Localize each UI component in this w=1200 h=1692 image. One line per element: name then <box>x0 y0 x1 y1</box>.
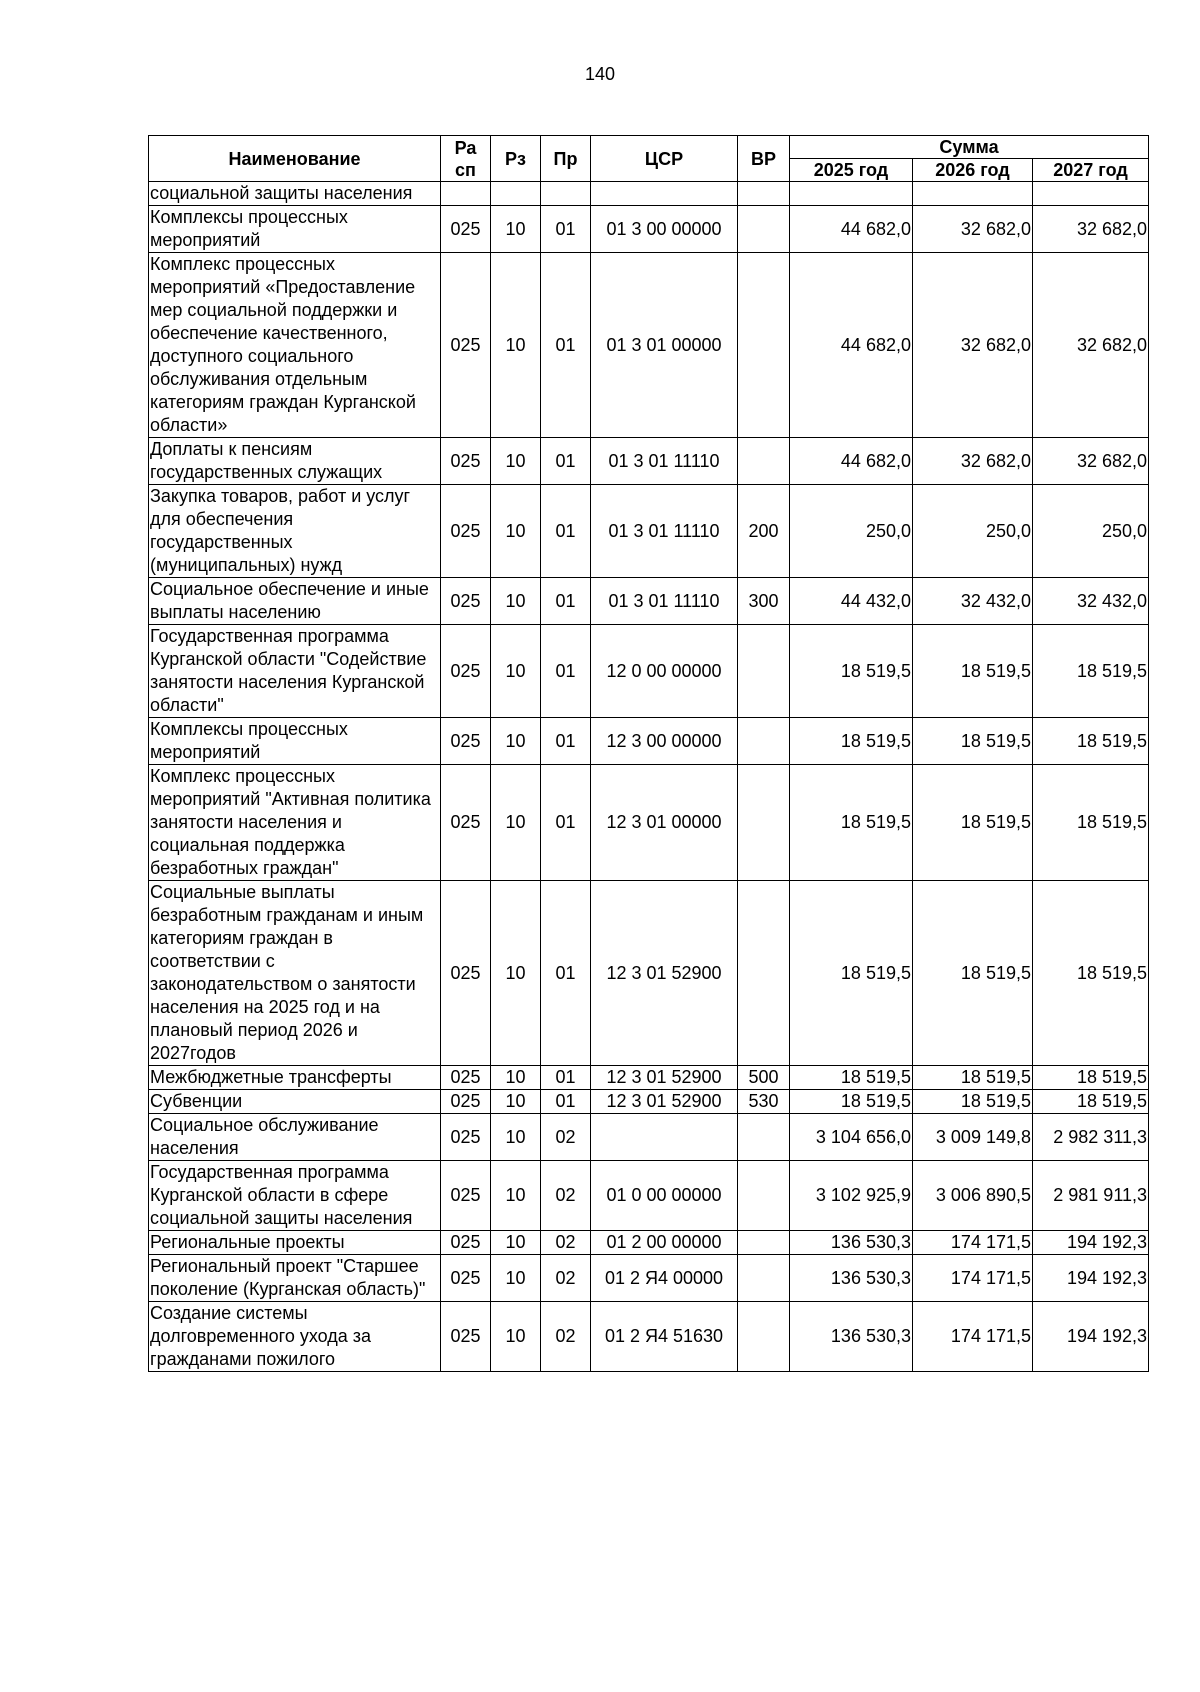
cell-2025: 18 519,5 <box>790 625 913 718</box>
table-row <box>149 625 1149 718</box>
cell-rasp: 025 <box>441 1161 491 1231</box>
cell-vr: 200 <box>738 485 790 578</box>
table-row <box>149 1161 1149 1231</box>
cell-rz: 10 <box>491 625 541 718</box>
cell-rz: 10 <box>491 485 541 578</box>
cell-pr: 01 <box>541 438 591 485</box>
cell-2025: 250,0 <box>790 485 913 578</box>
cell-name: Региональные проекты <box>149 1231 441 1255</box>
cell-name: Социальное обслуживание населения <box>149 1114 441 1161</box>
cell-2027 <box>1033 182 1149 206</box>
table-row <box>149 1302 1149 1372</box>
cell-2026: 174 171,5 <box>913 1231 1033 1255</box>
cell-2025: 18 519,5 <box>790 765 913 881</box>
cell-name: Комплекс процессных мероприятий "Активная политика занятости населения и социальная поддержка безработных граждан" <box>149 765 441 881</box>
cell-vr <box>738 718 790 765</box>
cell-2025: 18 519,5 <box>790 1090 913 1114</box>
cell-name: Комплексы процессных мероприятий <box>149 206 441 253</box>
table-row <box>149 1066 1149 1090</box>
cell-name: Создание системы долговременного ухода за гражданами пожилого <box>149 1302 441 1372</box>
cell-vr <box>738 1302 790 1372</box>
header-name: Наименование <box>149 136 441 182</box>
cell-2027: 18 519,5 <box>1033 625 1149 718</box>
cell-vr: 300 <box>738 578 790 625</box>
cell-rz: 10 <box>491 1161 541 1231</box>
cell-rasp: 025 <box>441 625 491 718</box>
table-row <box>149 1255 1149 1302</box>
cell-name: Закупка товаров, работ и услуг для обеспечения государственных (муниципальных) нужд <box>149 485 441 578</box>
cell-rasp: 025 <box>441 253 491 438</box>
cell-csr: 12 3 01 52900 <box>591 1090 738 1114</box>
cell-2026: 32 432,0 <box>913 578 1033 625</box>
cell-rasp: 025 <box>441 485 491 578</box>
cell-2027: 18 519,5 <box>1033 718 1149 765</box>
cell-name: социальной защиты населения <box>149 182 441 206</box>
cell-rasp: 025 <box>441 1090 491 1114</box>
cell-csr <box>591 182 738 206</box>
cell-rz: 10 <box>491 206 541 253</box>
cell-2025: 3 102 925,9 <box>790 1161 913 1231</box>
header-csr: ЦСР <box>591 136 738 182</box>
cell-2027: 194 192,3 <box>1033 1302 1149 1372</box>
cell-2026 <box>913 182 1033 206</box>
cell-vr <box>738 182 790 206</box>
cell-csr: 01 3 00 00000 <box>591 206 738 253</box>
cell-2026: 18 519,5 <box>913 625 1033 718</box>
table-row <box>149 765 1149 881</box>
cell-csr <box>591 1114 738 1161</box>
cell-rz: 10 <box>491 1231 541 1255</box>
cell-vr <box>738 1114 790 1161</box>
cell-2025: 44 432,0 <box>790 578 913 625</box>
cell-pr: 02 <box>541 1255 591 1302</box>
page-number: 140 <box>584 64 616 84</box>
table-row <box>149 718 1149 765</box>
cell-2027: 18 519,5 <box>1033 881 1149 1066</box>
cell-vr: 500 <box>738 1066 790 1090</box>
cell-name: Комплекс процессных мероприятий «Предоставление мер социальной поддержки и обеспечение качественного, доступного социального обслуживания отдельным категориям граждан Курганской области» <box>149 253 441 438</box>
cell-pr: 02 <box>541 1161 591 1231</box>
cell-pr: 01 <box>541 718 591 765</box>
cell-rasp: 025 <box>441 1066 491 1090</box>
table-row <box>149 578 1149 625</box>
cell-2027: 18 519,5 <box>1033 765 1149 881</box>
cell-pr: 02 <box>541 1114 591 1161</box>
table-row <box>149 1114 1149 1161</box>
cell-2027: 2 982 311,3 <box>1033 1114 1149 1161</box>
cell-vr <box>738 253 790 438</box>
cell-rz: 10 <box>491 438 541 485</box>
header-rz: Рз <box>491 136 541 182</box>
cell-2025: 136 530,3 <box>790 1231 913 1255</box>
table-header <box>149 136 1149 182</box>
cell-rz: 10 <box>491 1302 541 1372</box>
cell-2027: 2 981 911,3 <box>1033 1161 1149 1231</box>
cell-csr: 12 3 01 52900 <box>591 881 738 1066</box>
cell-rz: 10 <box>491 718 541 765</box>
cell-rz: 10 <box>491 1090 541 1114</box>
cell-csr: 01 2 00 00000 <box>591 1231 738 1255</box>
cell-csr: 01 2 Я4 00000 <box>591 1255 738 1302</box>
cell-2026: 32 682,0 <box>913 206 1033 253</box>
cell-pr: 02 <box>541 1302 591 1372</box>
cell-rasp: 025 <box>441 206 491 253</box>
cell-2026: 18 519,5 <box>913 881 1033 1066</box>
cell-2026: 18 519,5 <box>913 765 1033 881</box>
cell-rasp: 025 <box>441 578 491 625</box>
cell-2025: 44 682,0 <box>790 253 913 438</box>
cell-2025: 44 682,0 <box>790 206 913 253</box>
table-body <box>149 182 1149 1372</box>
header-vr: ВР <box>738 136 790 182</box>
cell-csr: 01 3 01 11110 <box>591 485 738 578</box>
cell-vr <box>738 438 790 485</box>
cell-2026: 174 171,5 <box>913 1255 1033 1302</box>
cell-2025: 136 530,3 <box>790 1255 913 1302</box>
cell-2025: 18 519,5 <box>790 1066 913 1090</box>
cell-2025: 18 519,5 <box>790 718 913 765</box>
cell-pr: 01 <box>541 485 591 578</box>
cell-2027: 32 682,0 <box>1033 206 1149 253</box>
cell-rasp: 025 <box>441 765 491 881</box>
cell-2027: 18 519,5 <box>1033 1090 1149 1114</box>
header-rasp: Ра сп <box>441 136 491 182</box>
cell-2026: 18 519,5 <box>913 1090 1033 1114</box>
cell-csr: 01 0 00 00000 <box>591 1161 738 1231</box>
cell-pr: 01 <box>541 253 591 438</box>
table-row <box>149 485 1149 578</box>
cell-pr: 02 <box>541 1231 591 1255</box>
cell-2025: 3 104 656,0 <box>790 1114 913 1161</box>
cell-rasp: 025 <box>441 1255 491 1302</box>
cell-name: Межбюджетные трансферты <box>149 1066 441 1090</box>
cell-pr: 01 <box>541 206 591 253</box>
cell-pr: 01 <box>541 1090 591 1114</box>
cell-2027: 32 682,0 <box>1033 253 1149 438</box>
cell-pr: 01 <box>541 578 591 625</box>
cell-rz: 10 <box>491 1114 541 1161</box>
cell-csr: 12 3 00 00000 <box>591 718 738 765</box>
cell-2025 <box>790 182 913 206</box>
cell-name: Региональный проект "Старшее поколение (Курганская область)" <box>149 1255 441 1302</box>
cell-vr <box>738 1255 790 1302</box>
cell-pr: 01 <box>541 625 591 718</box>
cell-rasp: 025 <box>441 1302 491 1372</box>
cell-name: Государственная программа Курганской области в сфере социальной защиты населения <box>149 1161 441 1231</box>
cell-2026: 18 519,5 <box>913 718 1033 765</box>
cell-name: Государственная программа Курганской области "Содействие занятости населения Курганской области" <box>149 625 441 718</box>
cell-name: Субвенции <box>149 1090 441 1114</box>
cell-csr: 12 3 01 52900 <box>591 1066 738 1090</box>
cell-pr: 01 <box>541 881 591 1066</box>
table-row <box>149 253 1149 438</box>
cell-2025: 44 682,0 <box>790 438 913 485</box>
table-row <box>149 182 1149 206</box>
header-pr: Пр <box>541 136 591 182</box>
table-row <box>149 438 1149 485</box>
cell-rasp: 025 <box>441 718 491 765</box>
table-row <box>149 881 1149 1066</box>
cell-rasp: 025 <box>441 881 491 1066</box>
cell-rz: 10 <box>491 1066 541 1090</box>
cell-csr: 12 0 00 00000 <box>591 625 738 718</box>
cell-csr: 12 3 01 00000 <box>591 765 738 881</box>
cell-2026: 3 009 149,8 <box>913 1114 1033 1161</box>
cell-rasp <box>441 182 491 206</box>
table-row <box>149 1090 1149 1114</box>
cell-2027: 32 432,0 <box>1033 578 1149 625</box>
cell-name: Доплаты к пенсиям государственных служащих <box>149 438 441 485</box>
cell-2026: 250,0 <box>913 485 1033 578</box>
cell-2026: 18 519,5 <box>913 1066 1033 1090</box>
cell-vr <box>738 1231 790 1255</box>
cell-2026: 32 682,0 <box>913 253 1033 438</box>
cell-2027: 194 192,3 <box>1033 1231 1149 1255</box>
cell-csr: 01 3 01 11110 <box>591 578 738 625</box>
cell-rz: 10 <box>491 765 541 881</box>
cell-2027: 32 682,0 <box>1033 438 1149 485</box>
header-2026: 2026 год <box>913 159 1033 182</box>
cell-vr <box>738 881 790 1066</box>
cell-rz: 10 <box>491 1255 541 1302</box>
cell-csr: 01 3 01 11110 <box>591 438 738 485</box>
cell-rz: 10 <box>491 578 541 625</box>
cell-2025: 18 519,5 <box>790 881 913 1066</box>
cell-2027: 194 192,3 <box>1033 1255 1149 1302</box>
cell-vr <box>738 625 790 718</box>
cell-rz <box>491 182 541 206</box>
cell-2027: 250,0 <box>1033 485 1149 578</box>
cell-name: Социальные выплаты безработным гражданам и иным категориям граждан в соответствии с законодательством о занятости населения на 2025 год и на плановый период 2026 и 2027годов <box>149 881 441 1066</box>
cell-rasp: 025 <box>441 1231 491 1255</box>
header-2025: 2025 год <box>790 159 913 182</box>
cell-vr <box>738 765 790 881</box>
cell-vr: 530 <box>738 1090 790 1114</box>
header-sum: Сумма <box>790 136 1149 159</box>
cell-2025: 136 530,3 <box>790 1302 913 1372</box>
cell-csr: 01 3 01 00000 <box>591 253 738 438</box>
cell-rasp: 025 <box>441 1114 491 1161</box>
cell-name: Социальное обеспечение и иные выплаты населению <box>149 578 441 625</box>
cell-rz: 10 <box>491 881 541 1066</box>
table-row <box>149 206 1149 253</box>
cell-vr <box>738 1161 790 1231</box>
cell-csr: 01 2 Я4 51630 <box>591 1302 738 1372</box>
cell-pr: 01 <box>541 1066 591 1090</box>
cell-2026: 174 171,5 <box>913 1302 1033 1372</box>
cell-2027: 18 519,5 <box>1033 1066 1149 1090</box>
cell-2026: 3 006 890,5 <box>913 1161 1033 1231</box>
budget-table <box>148 135 1149 1372</box>
cell-rz: 10 <box>491 253 541 438</box>
cell-pr <box>541 182 591 206</box>
header-2027: 2027 год <box>1033 159 1149 182</box>
cell-vr <box>738 206 790 253</box>
table-row <box>149 1231 1149 1255</box>
cell-2026: 32 682,0 <box>913 438 1033 485</box>
cell-pr: 01 <box>541 765 591 881</box>
cell-name: Комплексы процессных мероприятий <box>149 718 441 765</box>
cell-rasp: 025 <box>441 438 491 485</box>
